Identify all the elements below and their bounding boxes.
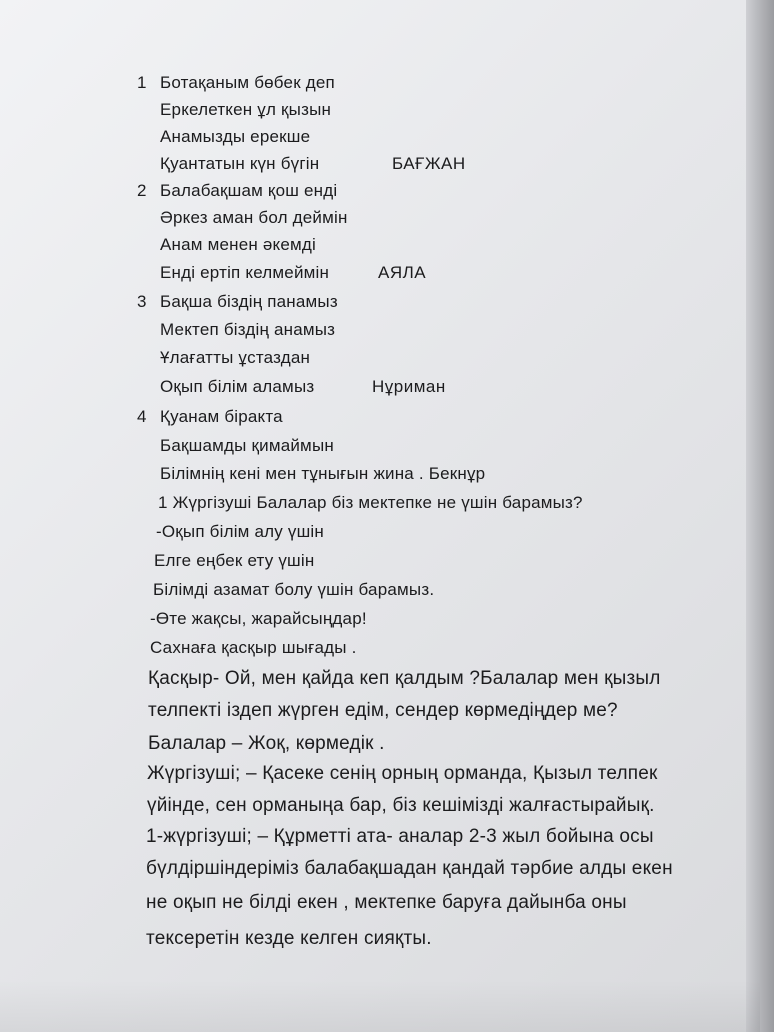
- stanza-number: 4: [137, 407, 147, 426]
- dialogue-line: Білімді азамат болу үшін барамыз.: [153, 580, 435, 599]
- prose-line: Балалар – Жоқ, көрмедік .: [148, 733, 385, 754]
- prose-line: Жүргізуші; – Қасеке сенің орның орманда, Қызыл телпек: [147, 763, 658, 784]
- poem-line: Енді ертіп келмеймін: [160, 263, 330, 282]
- poem-line: Білімнің кені мен тұнығын жина . Бекнұр: [160, 464, 486, 483]
- dialogue-line: Сахнаға қасқыр шығады .: [150, 638, 357, 657]
- prose-line: не оқып не білді екен , мектепке баруға дайынба оны: [146, 892, 627, 913]
- dialogue-line: -Өте жақсы, жарайсыңдар!: [150, 609, 367, 628]
- poem-line: Ұлағатты ұстаздан: [160, 348, 311, 367]
- prose-line: 1-жүргізуші; – Құрметті ата- аналар 2-3 жыл бойына осы: [146, 826, 654, 847]
- stanza-number: 1: [137, 73, 147, 92]
- prose-line: үйінде, сен орманыңа бар, біз кешімізді жалғастырайық.: [147, 795, 655, 816]
- speaker-name: Нұриман: [372, 377, 446, 396]
- poem-line: Еркелеткен ұл қызын: [160, 100, 332, 119]
- poem-line: Анамызды ерекше: [160, 127, 311, 146]
- speaker-name: АЯЛА: [378, 263, 427, 282]
- prose-line: Қасқыр- Ой, мен қайда кеп қалдым ?Балалар мен қызыл: [148, 668, 661, 689]
- stanza-number: 2: [137, 181, 147, 200]
- page-shadow: [0, 980, 760, 1032]
- poem-line: Әркез аман бол деймін: [160, 208, 348, 227]
- page-edge: [746, 0, 774, 1032]
- speaker-name: БАҒЖАН: [392, 154, 466, 173]
- dialogue-line: 1 Жүргізуші Балалар біз мектепке не үшін барамыз?: [158, 493, 583, 512]
- prose-line: бүлдіршіндеріміз балабақшадан қандай тәрбие алды екен: [146, 858, 673, 879]
- poem-line: Бақшамды қимаймын: [160, 436, 334, 455]
- poem-line: Балабақшам қош енді: [160, 181, 338, 200]
- dialogue-line: Елге еңбек ету үшін: [154, 551, 315, 570]
- poem-line: Қуанам біракта: [160, 407, 283, 426]
- dialogue-line: -Оқып білім алу үшін: [156, 522, 324, 541]
- prose-line: тексеретін кезде келген сияқты.: [146, 928, 432, 949]
- poem-line: Бақша біздің панамыз: [160, 292, 338, 311]
- poem-line: Анам менен әкемді: [160, 235, 317, 254]
- prose-line: телпекті іздеп жүрген едім, сендер көрмедіңдер ме?: [148, 700, 618, 721]
- poem-line: Ботақаным бөбек деп: [160, 73, 335, 92]
- poem-line: Мектеп біздің анамыз: [160, 320, 336, 339]
- poem-line: Оқып білім аламыз: [160, 377, 315, 396]
- poem-line: Қуантатын күн бүгін: [160, 154, 320, 173]
- stanza-number: 3: [137, 292, 147, 311]
